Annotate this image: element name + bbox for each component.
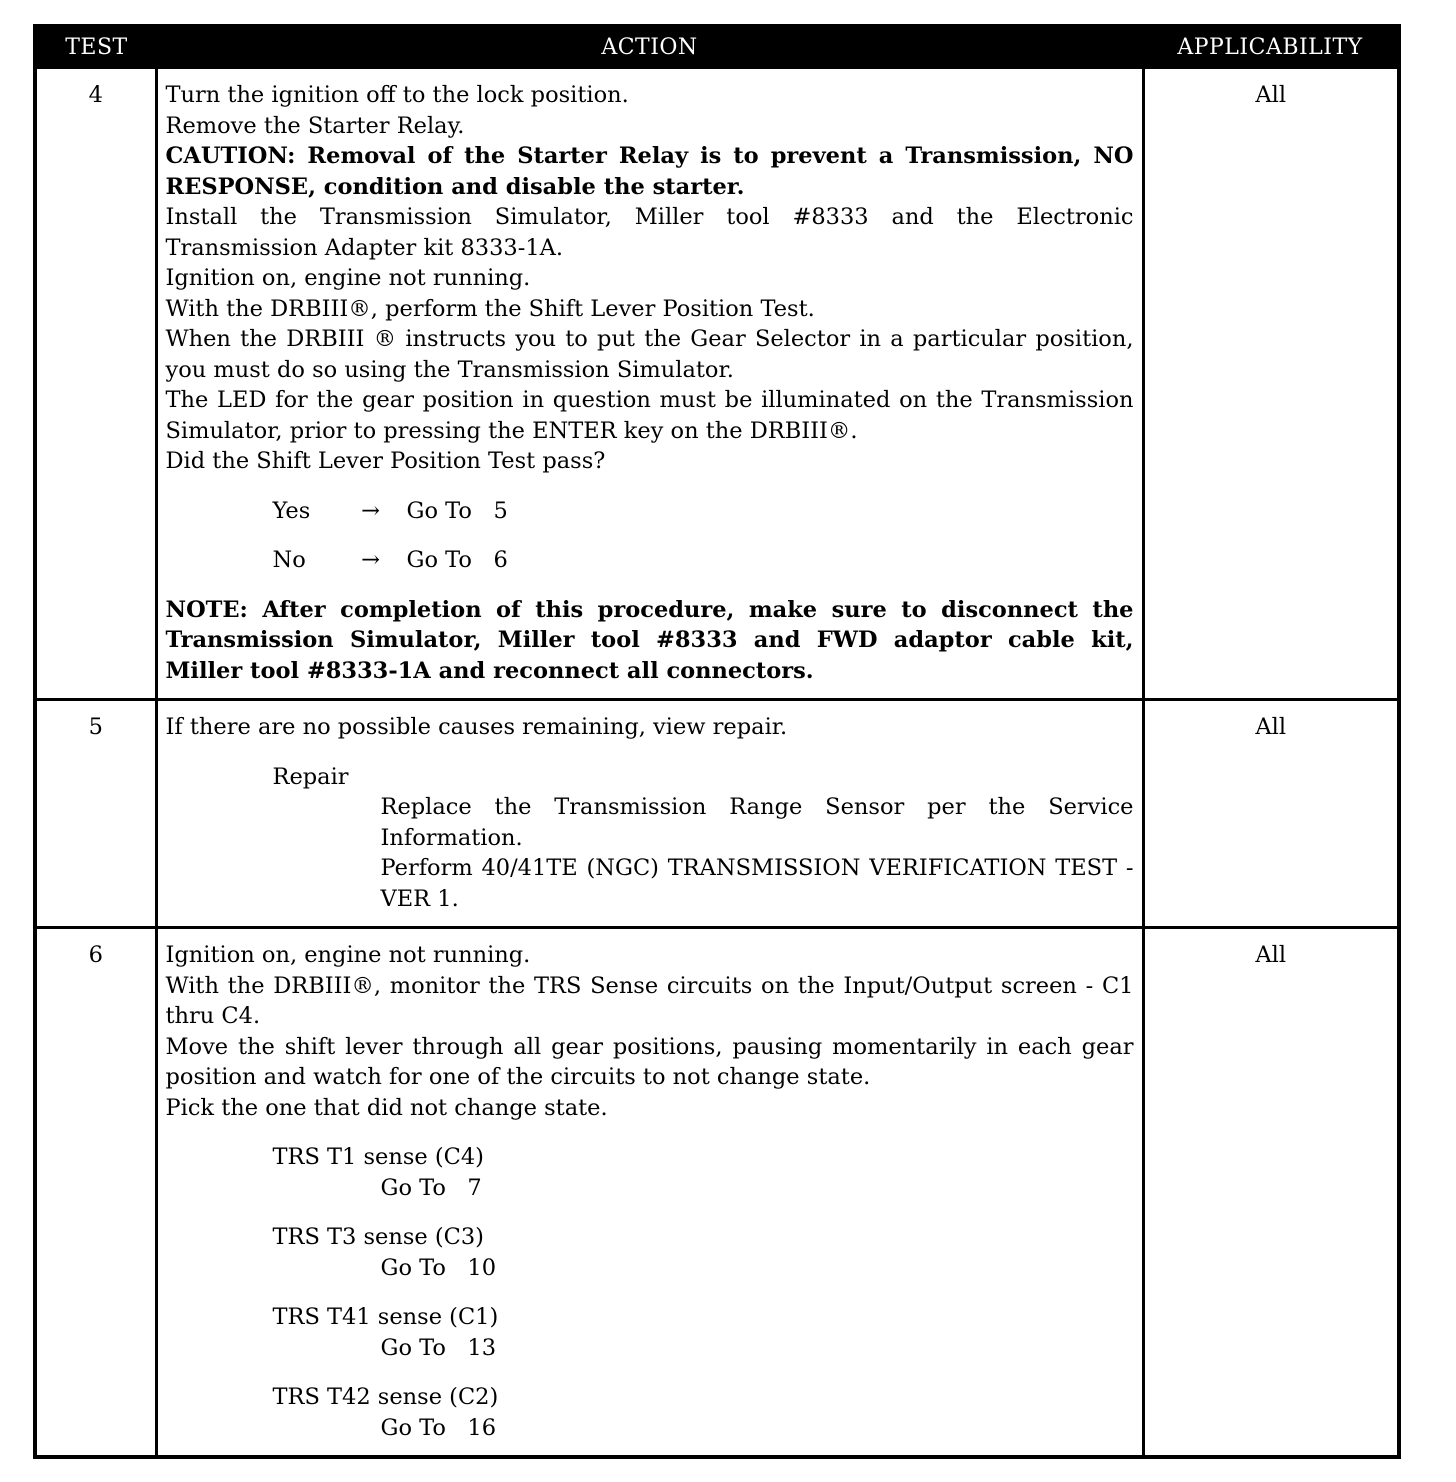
option-goto: Go To 16 [380, 1414, 497, 1441]
action-line: With the DRBIII®, monitor the TRS Sense circuits on the Input/Output screen - C1 thru C4. [165, 972, 1134, 1029]
branch-no [166, 545, 1134, 576]
branch-goto: Go To [406, 497, 472, 524]
action-line: With the DRBIII®, perform the Shift Lever Position Test. [165, 295, 815, 322]
option-item [166, 1302, 1134, 1363]
branch-answer: Yes [272, 497, 311, 524]
applicability-value: All [1143, 700, 1399, 928]
repair-item: Replace the Transmission Range Sensor per the Service Information. [380, 794, 1134, 851]
diagnostic-table [33, 24, 1401, 1459]
action-cell [156, 928, 1143, 1458]
table-row [35, 700, 1399, 928]
action-line: When the DRBIII ® instructs you to put the Gear Selector in a particular position, you must do so using the Transmission Simulator. [165, 326, 1134, 383]
repair-label: Repair [272, 763, 349, 790]
option-label: TRS T1 sense (C4) [272, 1144, 484, 1170]
option-goto: Go To 10 [380, 1254, 497, 1281]
arrow-right-icon: → [361, 497, 380, 524]
branch-step: 5 [493, 497, 508, 524]
branch-answer: No [272, 547, 306, 573]
applicability-value: All [1143, 68, 1399, 700]
action-line: Move the shift lever through all gear positions, pausing momentarily in each gear position and watch for one of the circuits to not change state. [165, 1033, 1134, 1090]
arrow-right-icon: → [361, 547, 380, 573]
repair-item: Perform 40/41TE (NGC) TRANSMISSION VERIFICATION TEST - VER 1. [380, 855, 1134, 912]
action-line: Ignition on, engine not running. [165, 942, 531, 968]
header-action: ACTION [156, 26, 1143, 68]
action-line: Install the Transmission Simulator, Miller tool #8333 and the Electronic Transmission Adapter kit 8333-1A. [165, 204, 1134, 261]
header-row [35, 26, 1399, 68]
note-text: NOTE: After completion of this procedure, make sure to disconnect the Transmission Simulator, Miller tool #8333 and FWD adaptor cable kit, Miller tool #8333-1A and reconnect all connectors. [165, 596, 1134, 684]
action-cell [156, 700, 1143, 928]
branch-yes [166, 496, 1134, 527]
test-number: 4 [35, 68, 156, 700]
action-line: Did the Shift Lever Position Test pass? [165, 448, 606, 474]
header-test: TEST [35, 26, 156, 68]
action-line: The LED for the gear position in question must be illuminated on the Transmission Simulator, prior to pressing the ENTER key on the DRBIII®. [165, 387, 1134, 444]
table-row [35, 68, 1399, 700]
action-line: Remove the Starter Relay. [165, 112, 465, 139]
option-goto: Go To 7 [380, 1174, 482, 1201]
branch-goto: Go To [406, 547, 472, 573]
branch-step: 6 [493, 547, 508, 573]
test-number: 6 [35, 928, 156, 1458]
header-applicability: APPLICABILITY [1143, 26, 1399, 68]
option-goto: Go To 13 [380, 1334, 497, 1361]
option-label: TRS T3 sense (C3) [272, 1224, 484, 1250]
action-line: Ignition on, engine not running. [165, 265, 531, 291]
table-row [35, 928, 1399, 1458]
option-label: TRS T42 sense (C2) [272, 1384, 499, 1410]
action-line: Turn the ignition off to the lock position. [165, 82, 629, 108]
test-number: 5 [35, 700, 156, 928]
caution-text: CAUTION: Removal of the Starter Relay is to prevent a Transmission, NO RESPONSE, condition and disable the starter. [165, 143, 1134, 200]
action-line: If there are no possible causes remaining, view repair. [165, 714, 788, 740]
option-item [166, 1142, 1134, 1203]
action-cell [156, 68, 1143, 700]
action-line: Pick the one that did not change state. [165, 1094, 608, 1121]
option-item [166, 1222, 1134, 1283]
applicability-value: All [1143, 928, 1399, 1458]
option-label: TRS T41 sense (C1) [272, 1304, 499, 1330]
option-item [166, 1382, 1134, 1443]
